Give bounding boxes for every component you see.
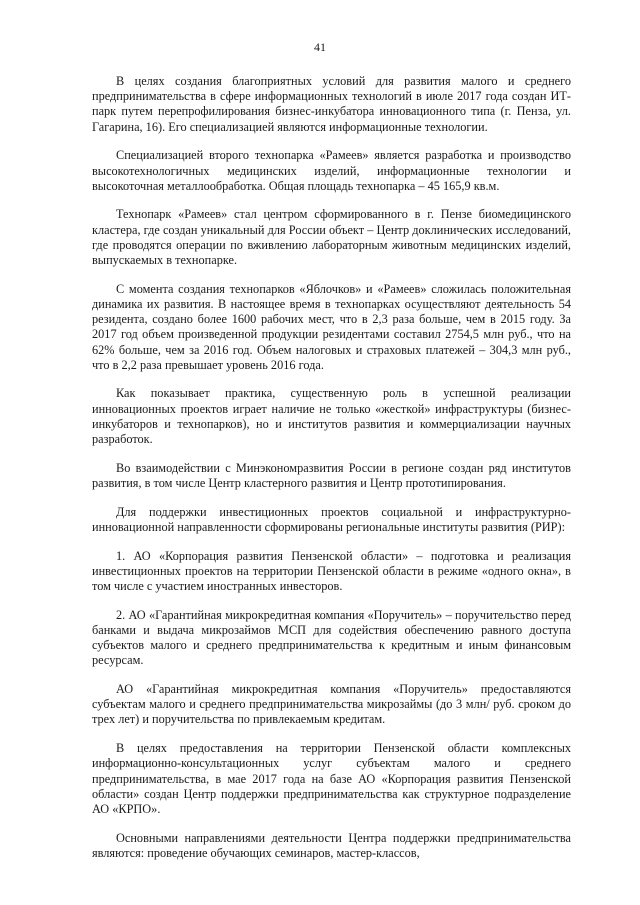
paragraph-rameev-specialization: Специализацией второго технопарка «Рамеев» является разработка и производство высокотехнологичных медицинских изделий, информационные технологии и высокоточная металлообработка. Общая площадь технопарка – 45 165,9 кв.м. [92,148,571,193]
paragraph-technopark-dynamics: С момента создания технопарков «Яблочков» и «Рамеев» сложилась положительная динамика их развития. В настоящее время в технопарках осуществляют деятельность 54 резидента, создано более 1600 рабочих мест, что в 2,3 раза больше, чем в 2015 году. За 2017 год объем произведенной продукции резидентами составил 2754,5 млн руб., что на 62% больше, чем за 2016 год. Объем налоговых и страховых платежей – 304,3 млн руб., что в 2,2 раза превышает уровень 2016 года. [92,281,571,372]
paragraph-biomedical-cluster: Технопарк «Рамеев» стал центром сформированного в г. Пензе биомедицинского кластера, где создан уникальный для России объект – Центр доклинических исследований, где проводятся операции по вживлению лабораторным животным медицинских изделий, выпускаемых в технопарке. [92,207,571,268]
list-item-corporation: 1. АО «Корпорация развития Пензенской области» – подготовка и реализация инвестиционных проектов на территории Пензенской области в режиме «одного окна», в том числе с участием иностранных инвесторов. [92,548,571,593]
paragraph-support-center: В целях предоставления на территории Пензенской области комплексных информационно-консультационных услуг субъектам малого и среднего предпринимательства, в мае 2017 года на базе АО «Корпорация развития Пензенской области» создан Центр поддержки предпринимательства как структурное подразделение АО «КРПО». [92,741,571,816]
paragraph-development-institutes: Во взаимодействии с Минэкономразвития России в регионе создан ряд институтов развития, в том числе Центр кластерного развития и Центр прототипирования. [92,460,571,490]
paragraph-it-park: В целях создания благоприятных условий для развития малого и среднего предпринимательства в сфере информационных технологий в июле 2017 года создан ИТ-парк путем перепрофилирования бизнес-инкубатора инновационного типа (г. Пенза, ул. Гагарина, 16). Его специализацией являются информационные технологии. [92,74,571,134]
paragraph-microloans: АО «Гарантийная микрокредитная компания «Поручитель» предоставляются субъектам малого и среднего предпринимательства микрозаймы (до 3 млн/ руб. сроком до трех лет) и поручительства по привлекаемым кредитам. [92,682,571,727]
paragraph-regional-institutes: Для поддержки инвестиционных проектов социальной и инфраструктурно-инновационной направленности сформированы региональные институты развития (РИР): [92,504,571,534]
paragraph-main-directions: Основными направлениями деятельности Центра поддержки предпринимательства являются: проведение обучающих семинаров, мастер-классов, [92,830,571,860]
document-body [92,74,571,861]
paragraph-infrastructure-role: Как показывает практика, существенную роль в успешной реализации инновационных проектов играет наличие не только «жесткой» инфраструктуры (бизнес-инкубаторов и технопарков), но и институтов развития и коммерциализации научных разработок. [92,386,571,447]
page-number: 41 [314,40,326,54]
list-item-guarantor: 2. АО «Гарантийная микрокредитная компания «Поручитель» – поручительство перед банками и выдача микрозаймов МСП для содействия обеспечению равного доступа субъектов малого и среднего предпринимательства к кредитным и иным финансовым ресурсам. [92,607,571,668]
